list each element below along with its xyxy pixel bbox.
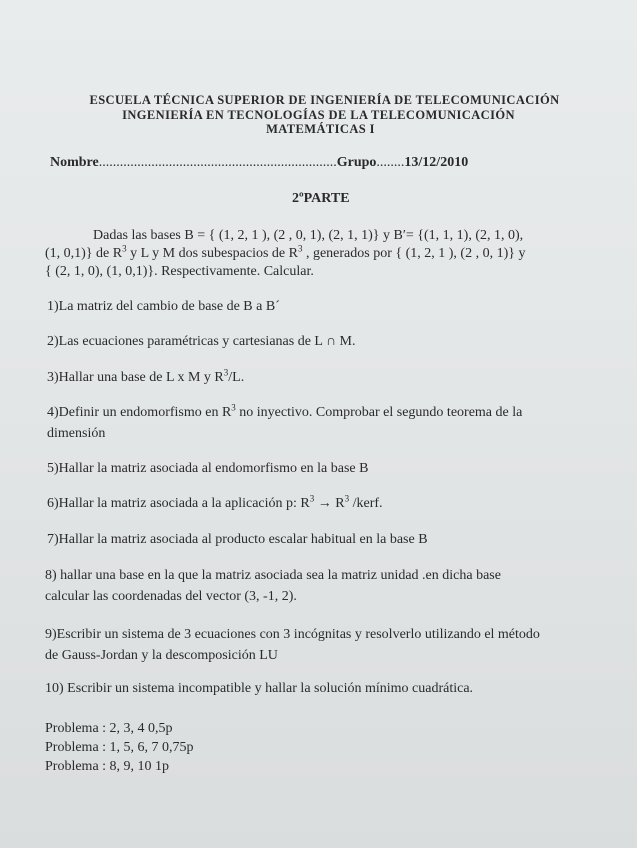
question-6: 6)Hallar la matriz asociada a la aplicación p: $R^3 \to R^3$ /kerf. — [47, 493, 383, 511]
question-10: 10) Escribir un sistema incompatible y hallar la solución mínimo cuadrática. — [45, 681, 474, 696]
question-9-cont: de Gauss-Jordan y la descomposición LU — [45, 648, 278, 663]
question-4: 4)Definir un endomorfismo en $R^3$ no inyectivo. Comprobar el segundo teorema de la — [47, 402, 523, 420]
scoring-row-1: Problema : 2, 3, 4 0,5p — [45, 721, 173, 736]
exam-date: 13/12/2010 — [404, 155, 469, 170]
question-2: 2)Las ecuaciones paramétricas y cartesianas de L ∩ M. — [47, 334, 356, 349]
question-9: 9)Escribir un sistema de 3 ecuaciones con 3 incógnitas y resolverlo utilizando el método — [45, 627, 540, 642]
name-group-line — [50, 155, 468, 171]
part-title: 2ºPARTE — [292, 191, 350, 206]
name-field[interactable]: .................................................................... — [98, 155, 337, 170]
question-5: 5)Hallar la matriz asociada al endomorfismo en la base B — [47, 461, 369, 476]
name-label: Nombre — [50, 155, 99, 170]
intro-line-1: Dadas las bases B = { (1, 2, 1 ), (2 , 0, 1), (2, 1, 1)} y B′= {(1, 1, 1), (2, 1, 0), — [93, 228, 524, 243]
group-field[interactable]: ........ — [376, 155, 405, 170]
scoring-row-3: Problema : 8, 9, 10 1p — [45, 759, 170, 774]
degree-name: INGENIERÍA EN TECNOLOGÍAS DE LA TELECOMUNICACIÓN — [122, 108, 515, 122]
group-label: Grupo — [336, 155, 377, 170]
school-name: ESCUELA TÉCNICA SUPERIOR DE INGENIERÍA DE TELECOMUNICACIÓN — [89, 93, 560, 107]
question-8-cont: calcular las coordenadas del vector (3, -1, 2). — [45, 589, 297, 604]
question-3: 3)Hallar una base de L x M y $R^3/L$. — [47, 367, 245, 385]
subject-name: MATEMÁTICAS I — [266, 122, 375, 136]
intro-line-3: { (2, 1, 0), (1, 0,1)}. Respectivamente. Calcular. — [45, 264, 314, 279]
question-1: 1)La matriz del cambio de base de B a B´ — [47, 299, 280, 314]
scoring-row-2: Problema : 1, 5, 6, 7 0,75p — [45, 740, 194, 755]
question-4-cont: dimensión — [47, 426, 106, 441]
question-8: 8) hallar una base en la que la matriz asociada sea la matriz unidad .en dicha base — [45, 568, 501, 583]
intro-line-2: (1, 0,1)} de $R^3$ y L y M dos subespacios de $R^3$ , generados por { (1, 2, 1 ), (2 , 0, 1)} y — [45, 243, 526, 261]
question-7: 7)Hallar la matriz asociada al producto escalar habitual en la base B — [47, 532, 428, 547]
